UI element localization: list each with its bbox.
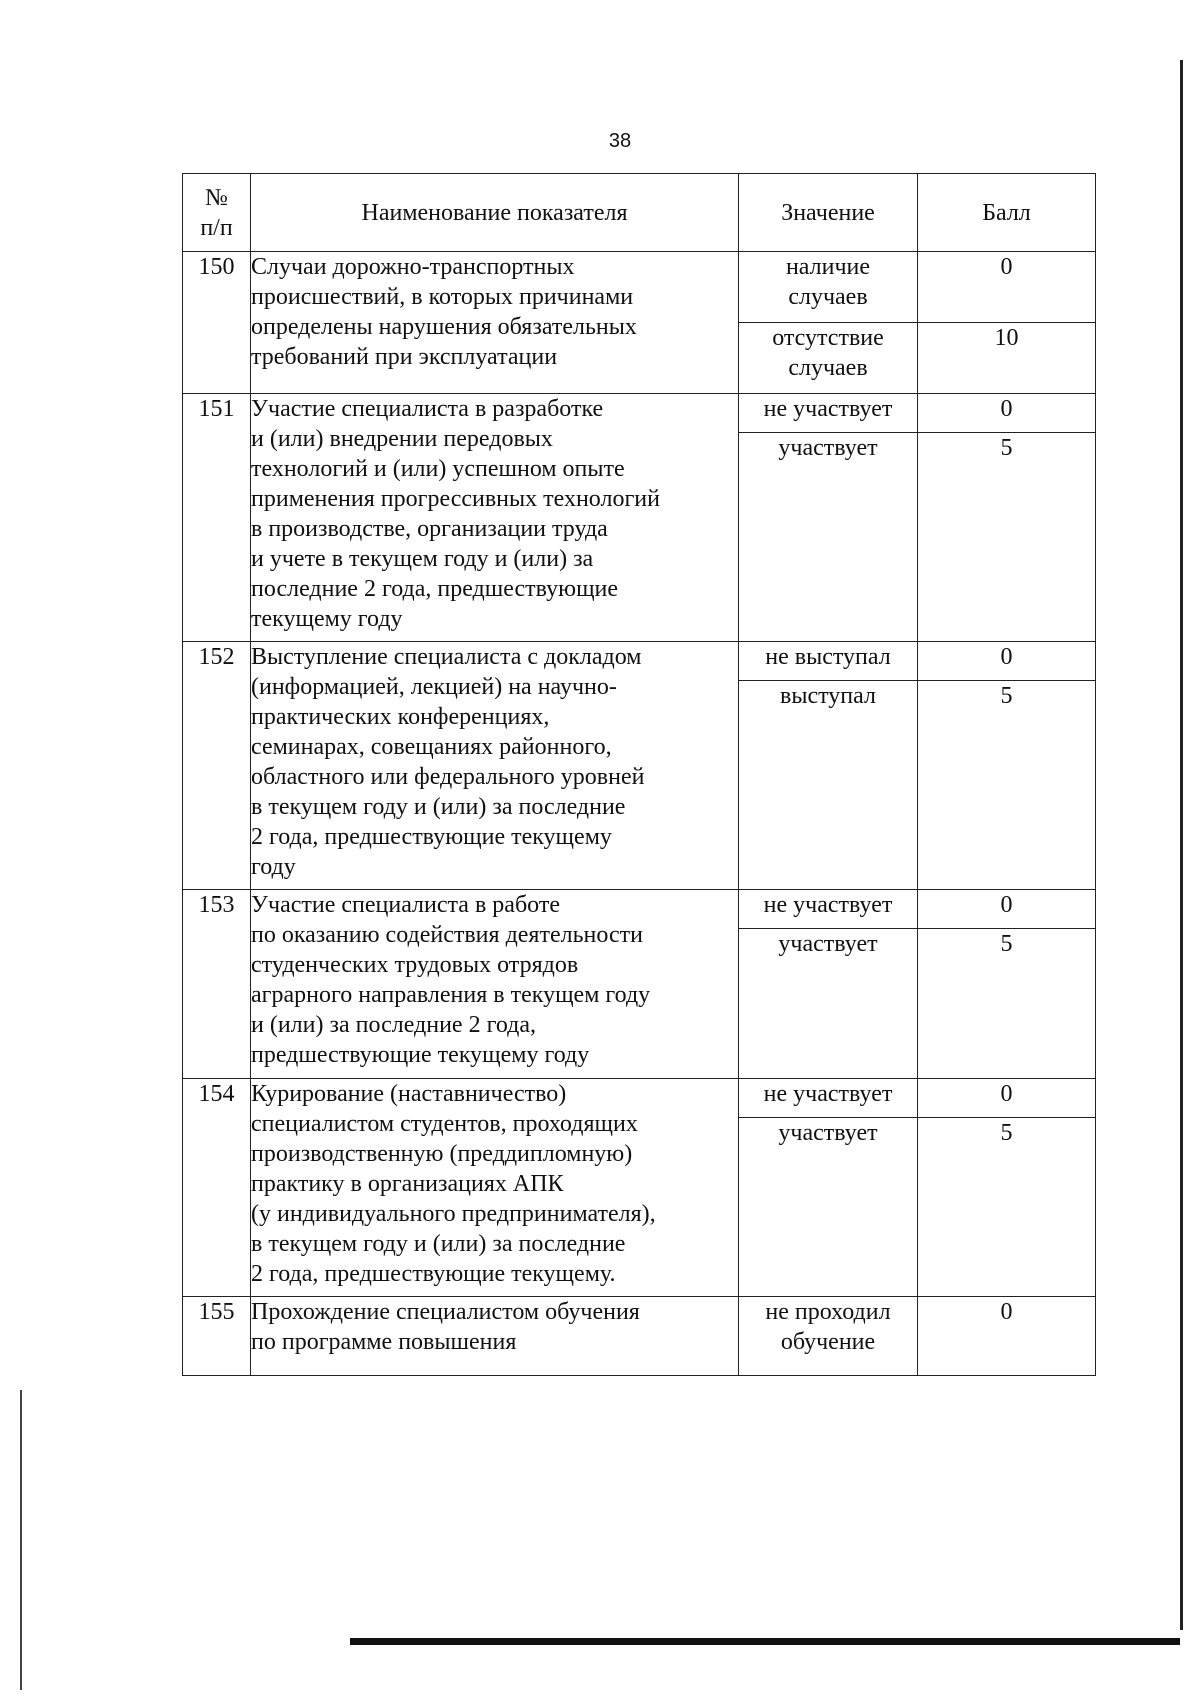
option-value (739, 394, 918, 433)
header-value: Значение (739, 174, 918, 252)
indicator-name-line: 2 года, предшествующие текущему (251, 824, 612, 850)
indicator-name-line: Выступление специалиста с докладом (251, 644, 642, 670)
option-score: 0 (918, 642, 1096, 681)
scan-bottom-line (350, 1638, 1180, 1645)
option-value-line: участвует (778, 1120, 878, 1146)
option-score: 0 (918, 394, 1096, 433)
indicator-name (251, 642, 739, 890)
table-header-row (183, 174, 1096, 252)
indicator-name-line: семинарах, совещаниях районного, (251, 734, 612, 760)
indicator-name-line: предшествующие текущему году (251, 1042, 590, 1068)
indicator-name-line: аграрного направления в текущем году (251, 982, 651, 1008)
indicator-name-line: по программе повышения (251, 1329, 517, 1355)
option-value-line: участвует (778, 931, 878, 957)
indicator-name-line: по оказанию содействия деятельности (251, 922, 643, 948)
indicator-name-line: практических конференциях, (251, 704, 550, 730)
option-value (739, 1079, 918, 1118)
indicator-name-line: Участие специалиста в разработке (251, 396, 604, 422)
indicator-name-line: Участие специалиста в работе (251, 892, 560, 918)
option-value (739, 323, 918, 394)
option-score: 5 (918, 433, 1096, 642)
option-score: 0 (918, 252, 1096, 323)
option-value-line: участвует (778, 435, 878, 461)
table-row (183, 1297, 1096, 1376)
indicator-name-line: и (или) за последние 2 года, (251, 1012, 536, 1038)
indicator-name-line: (информацией, лекцией) на научно- (251, 674, 617, 700)
indicator-name-line: требований при эксплуатации (251, 344, 558, 370)
indicator-name (251, 890, 739, 1079)
scan-edge-line-left (20, 1390, 22, 1690)
row-number: 150 (183, 252, 251, 394)
option-value (739, 890, 918, 929)
scan-edge-line-right (1180, 60, 1183, 1630)
indicator-name-line: текущему году (251, 606, 403, 632)
indicator-name (251, 394, 739, 642)
option-value-line: не выступал (765, 644, 891, 670)
row-number: 152 (183, 642, 251, 890)
table-row (183, 890, 1096, 929)
table-row (183, 394, 1096, 433)
indicator-name (251, 1297, 739, 1376)
row-number: 154 (183, 1079, 251, 1297)
option-value-line: случаев (788, 284, 868, 310)
option-value-line: выступал (780, 683, 876, 709)
header-score: Балл (918, 174, 1096, 252)
option-value-line: не проходил (765, 1299, 891, 1325)
indicator-name-line: студенческих трудовых отрядов (251, 952, 579, 978)
indicator-name-line: (у индивидуального предпринимателя), (251, 1201, 656, 1227)
indicator-name-line: последние 2 года, предшествующие (251, 576, 619, 602)
indicators-table (182, 173, 1096, 1376)
page-number: 38 (608, 130, 632, 152)
option-value-line: не участвует (763, 396, 893, 422)
option-value (739, 681, 918, 890)
table-row (183, 642, 1096, 681)
option-score: 5 (918, 1118, 1096, 1297)
indicator-name-line: специалистом студентов, проходящих (251, 1111, 638, 1137)
row-number: 153 (183, 890, 251, 1079)
indicator-name-line: областного или федерального уровней (251, 764, 645, 790)
table-row (183, 252, 1096, 323)
option-value-line: не участвует (763, 892, 893, 918)
indicator-name-line: в производстве, организации труда (251, 516, 608, 542)
indicator-name-line: 2 года, предшествующие текущему. (251, 1261, 616, 1287)
option-value (739, 929, 918, 1079)
option-value-line: не участвует (763, 1081, 893, 1107)
indicator-name-line: и учете в текущем году и (или) за (251, 546, 594, 572)
option-value (739, 642, 918, 681)
option-value-line: случаев (788, 355, 868, 381)
row-number: 155 (183, 1297, 251, 1376)
option-value-line: наличие (785, 254, 871, 280)
header-number-line1: № (205, 184, 228, 211)
header-number (183, 174, 251, 252)
indicator-name-line: Курирование (наставничество) (251, 1081, 567, 1107)
option-value (739, 1118, 918, 1297)
option-value (739, 252, 918, 323)
indicator-name-line: производственную (преддипломную) (251, 1141, 633, 1167)
indicator-name-line: определены нарушения обязательных (251, 314, 637, 340)
option-score: 0 (918, 890, 1096, 929)
option-value-line: обучение (780, 1329, 876, 1355)
option-score: 5 (918, 681, 1096, 890)
option-score: 10 (918, 323, 1096, 394)
option-score: 0 (918, 1297, 1096, 1376)
option-score: 5 (918, 929, 1096, 1079)
header-number-line2: п/п (200, 214, 233, 241)
indicator-name-line: Прохождение специалистом обучения (251, 1299, 640, 1325)
indicator-name-line: году (251, 854, 296, 880)
indicator-name-line: практику в организациях АПК (251, 1171, 564, 1197)
indicator-name-line: Случаи дорожно-транспортных (251, 254, 575, 280)
indicator-name-line: применения прогрессивных технологий (251, 486, 660, 512)
indicator-name (251, 252, 739, 394)
option-score: 0 (918, 1079, 1096, 1118)
indicator-name-line: в текущем году и (или) за последние (251, 1231, 626, 1257)
indicator-name-line: в текущем году и (или) за последние (251, 794, 626, 820)
option-value-line: отсутствие (772, 325, 884, 351)
option-value (739, 433, 918, 642)
indicator-name (251, 1079, 739, 1297)
table-row (183, 1079, 1096, 1118)
option-value (739, 1297, 918, 1376)
header-indicator-name: Наименование показателя (251, 174, 739, 252)
indicator-name-line: происшествий, в которых причинами (251, 284, 634, 310)
indicator-name-line: и (или) внедрении передовых (251, 426, 553, 452)
indicator-name-line: технологий и (или) успешном опыте (251, 456, 625, 482)
row-number: 151 (183, 394, 251, 642)
